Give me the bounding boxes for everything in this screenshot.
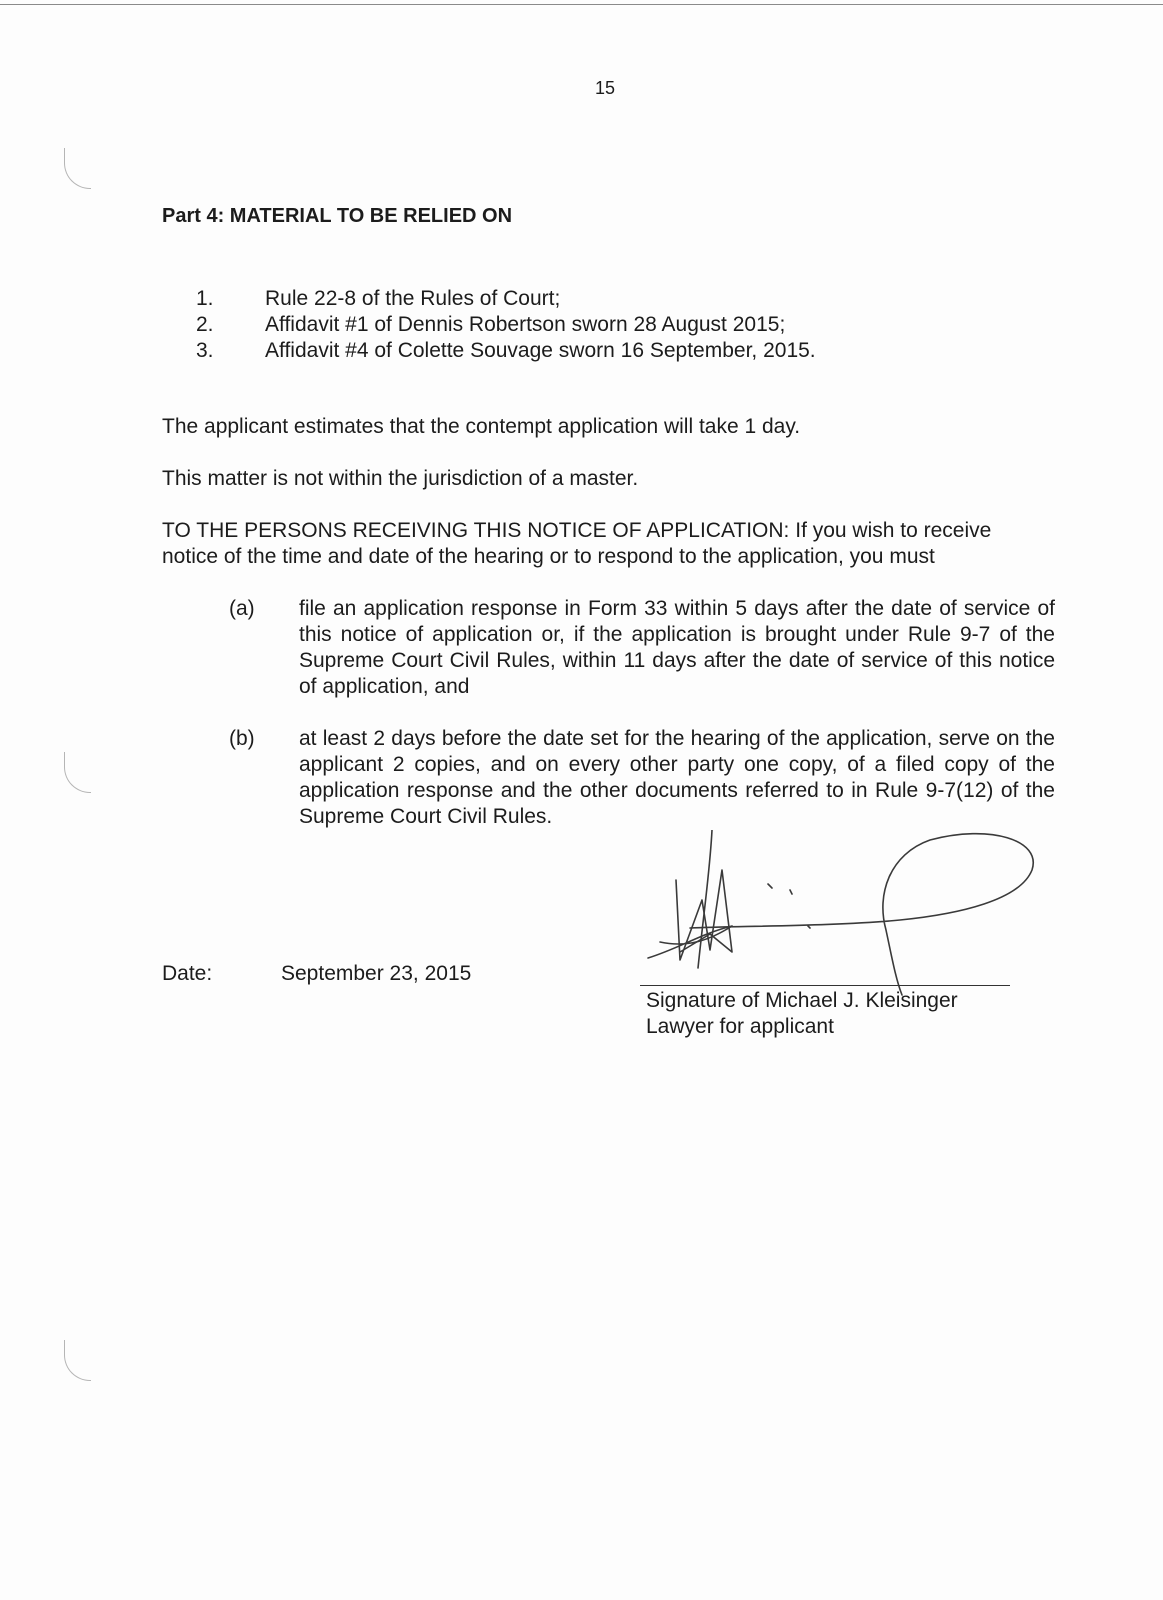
list-item-text: file an application response in Form 33 within 5 days after the date of service of this notice of application or, if the application is brought under Rule 9-7 of the Supreme Court Civil Rules, within 11 days after the date of service of this notice of application, and	[299, 597, 1055, 698]
requirements-list	[229, 596, 1055, 856]
materials-list	[162, 286, 816, 364]
binder-hole-mark	[64, 148, 91, 189]
list-item-number: 3.	[196, 339, 214, 362]
date-label: Date:	[162, 962, 213, 985]
list-item	[162, 338, 816, 364]
jurisdiction-paragraph: This matter is not within the jurisdiction of a master.	[162, 467, 639, 490]
binder-hole-mark	[64, 752, 91, 793]
list-item-number: 1.	[196, 287, 214, 310]
section-heading: Part 4: MATERIAL TO BE RELIED ON	[162, 205, 513, 227]
notice-intro-paragraph: TO THE PERSONS RECEIVING THIS NOTICE OF APPLICATION: If you wish to receive notice of the time and date of the hearing or to respond to the application, you must	[162, 519, 992, 568]
signature-caption: Signature of Michael J. Kleisinger	[646, 989, 958, 1012]
scan-top-edge	[0, 4, 1163, 5]
list-item-text: Affidavit #4 of Colette Souvage sworn 16 September, 2015.	[265, 339, 816, 362]
binder-hole-mark	[64, 1340, 91, 1381]
list-item-text: Affidavit #1 of Dennis Robertson sworn 28 August 2015;	[265, 313, 786, 336]
signature-block	[646, 988, 958, 1040]
list-item	[229, 596, 1055, 700]
list-item	[229, 726, 1055, 830]
list-item-label: (a)	[229, 597, 255, 620]
list-item	[162, 286, 816, 312]
signature-line	[640, 985, 1010, 986]
signature-role: Lawyer for applicant	[646, 1015, 834, 1038]
list-item-text: Rule 22-8 of the Rules of Court;	[265, 287, 561, 310]
page-number: 15	[595, 78, 616, 98]
estimate-paragraph: The applicant estimates that the contempt application will take 1 day.	[162, 415, 801, 438]
list-item-label: (b)	[229, 727, 255, 750]
list-item-text: at least 2 days before the date set for the hearing of the application, serve on the applicant 2 copies, and on every other party one copy, of a filed copy of the application response and the other documents referred to in Rule 9-7(12) of the Supreme Court Civil Rules.	[299, 727, 1055, 828]
list-item-number: 2.	[196, 313, 214, 336]
list-item	[162, 312, 816, 338]
handwritten-signature	[640, 830, 1060, 1000]
date-value: September 23, 2015	[281, 962, 472, 985]
